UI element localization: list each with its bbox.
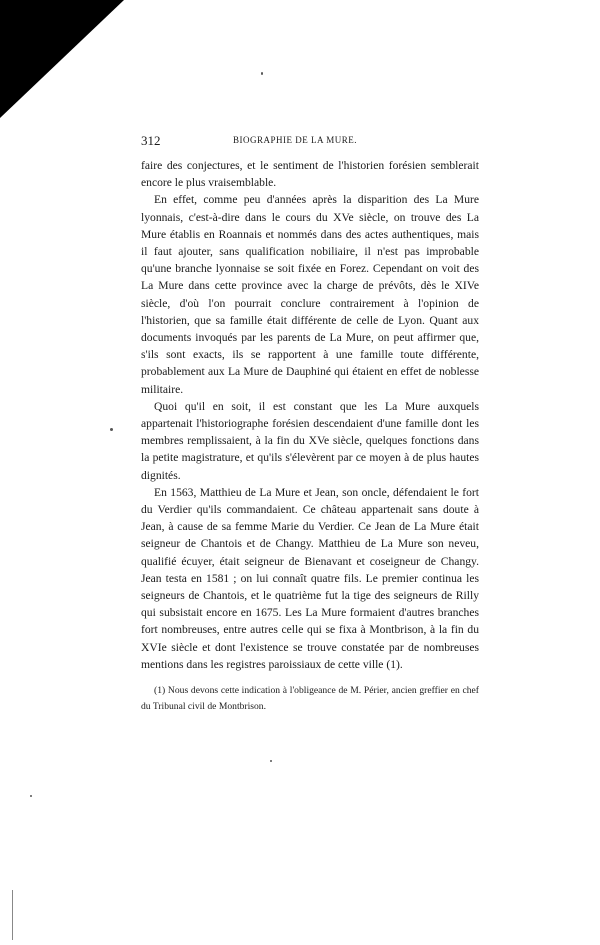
page-header <box>141 133 479 153</box>
footnote: (1) Nous devons cette indication à l'obligeance de M. Périer, ancien greffier en chef du Tribunal civil de Montbrison. <box>141 685 479 713</box>
scan-speck <box>110 428 113 431</box>
paragraph: En effet, comme peu d'années après la disparition des La Mure lyonnais, c'est-à-dire dans le cours du XVe siècle, on trouve des La Mure établis en Roannais et nommés dans des actes authentiques, mais il faut ajouter, sans qualification nobiliaire, il n'est pas improbable qu'une branche lyonnaise se soit fixée en Forez. Cependant on voit des La Mure dans cette province avec la charge de prévôts, dès le XIVe siècle, d'où l'on pourrait conclure contrairement à l'opinion de l'historien, que sa famille était différente de celle de Lyon. Quant aux documents invoqués par les parents de La Mure, on peut affirmer que, s'ils sont exacts, ils se rapportent à une famille toute différente, probablement aux La Mure de Dauphiné qui étaient en effet de noblesse militaire. <box>141 193 479 396</box>
scan-corner-shadow <box>0 0 124 118</box>
scan-speck <box>270 760 272 762</box>
book-page <box>141 133 479 715</box>
paragraph: faire des conjectures, et le sentiment de l'historien forésien semblerait encore le plus vraisemblable. <box>141 159 479 190</box>
page-number: 312 <box>141 133 161 148</box>
paragraph: En 1563, Matthieu de La Mure et Jean, son oncle, défendaient le fort du Verdier qu'ils commandaient. Ce château appartenait sans doute à Jean, à cause de sa femme Marie du Verdier. Ce Jean de La Mure était seigneur de Chantois et de Changy. Matthieu de La Mure son neveu, qualifié écuyer, était seigneur de Bienavant et coseigneur de Changy. Jean testa en 1581 ; on lui connaît quatre fils. Le premier continua les seigneurs de Chantois, et le quatrième fut la tige des seigneurs de Rilly qui subsistait encore en 1675. Les La Mure formaient d'autres branches fort nombreuses, entre autres celle qui se fixa à Montbrison, à la fin du XVIe siècle et dont l'existence se trouve constatée par de nombreuses mentions dans les registres paroissiaux de cette ville (1). <box>141 485 479 671</box>
scan-speck <box>30 795 32 797</box>
scan-edge-line <box>12 890 13 940</box>
paragraph: Quoi qu'il en soit, il est constant que les La Mure auxquels appartenait l'historiographe forésien descendaient d'une famille dont les membres remplissaient, à la fin du XVe siècle, quelques fonctions dans la petite magistrature, et qu'ils s'élevèrent par ce moyen à de plus hautes dignités. <box>141 399 479 482</box>
scan-speck <box>261 72 263 75</box>
running-head: BIOGRAPHIE DE LA MURE. <box>233 135 358 145</box>
body-text <box>141 157 479 673</box>
